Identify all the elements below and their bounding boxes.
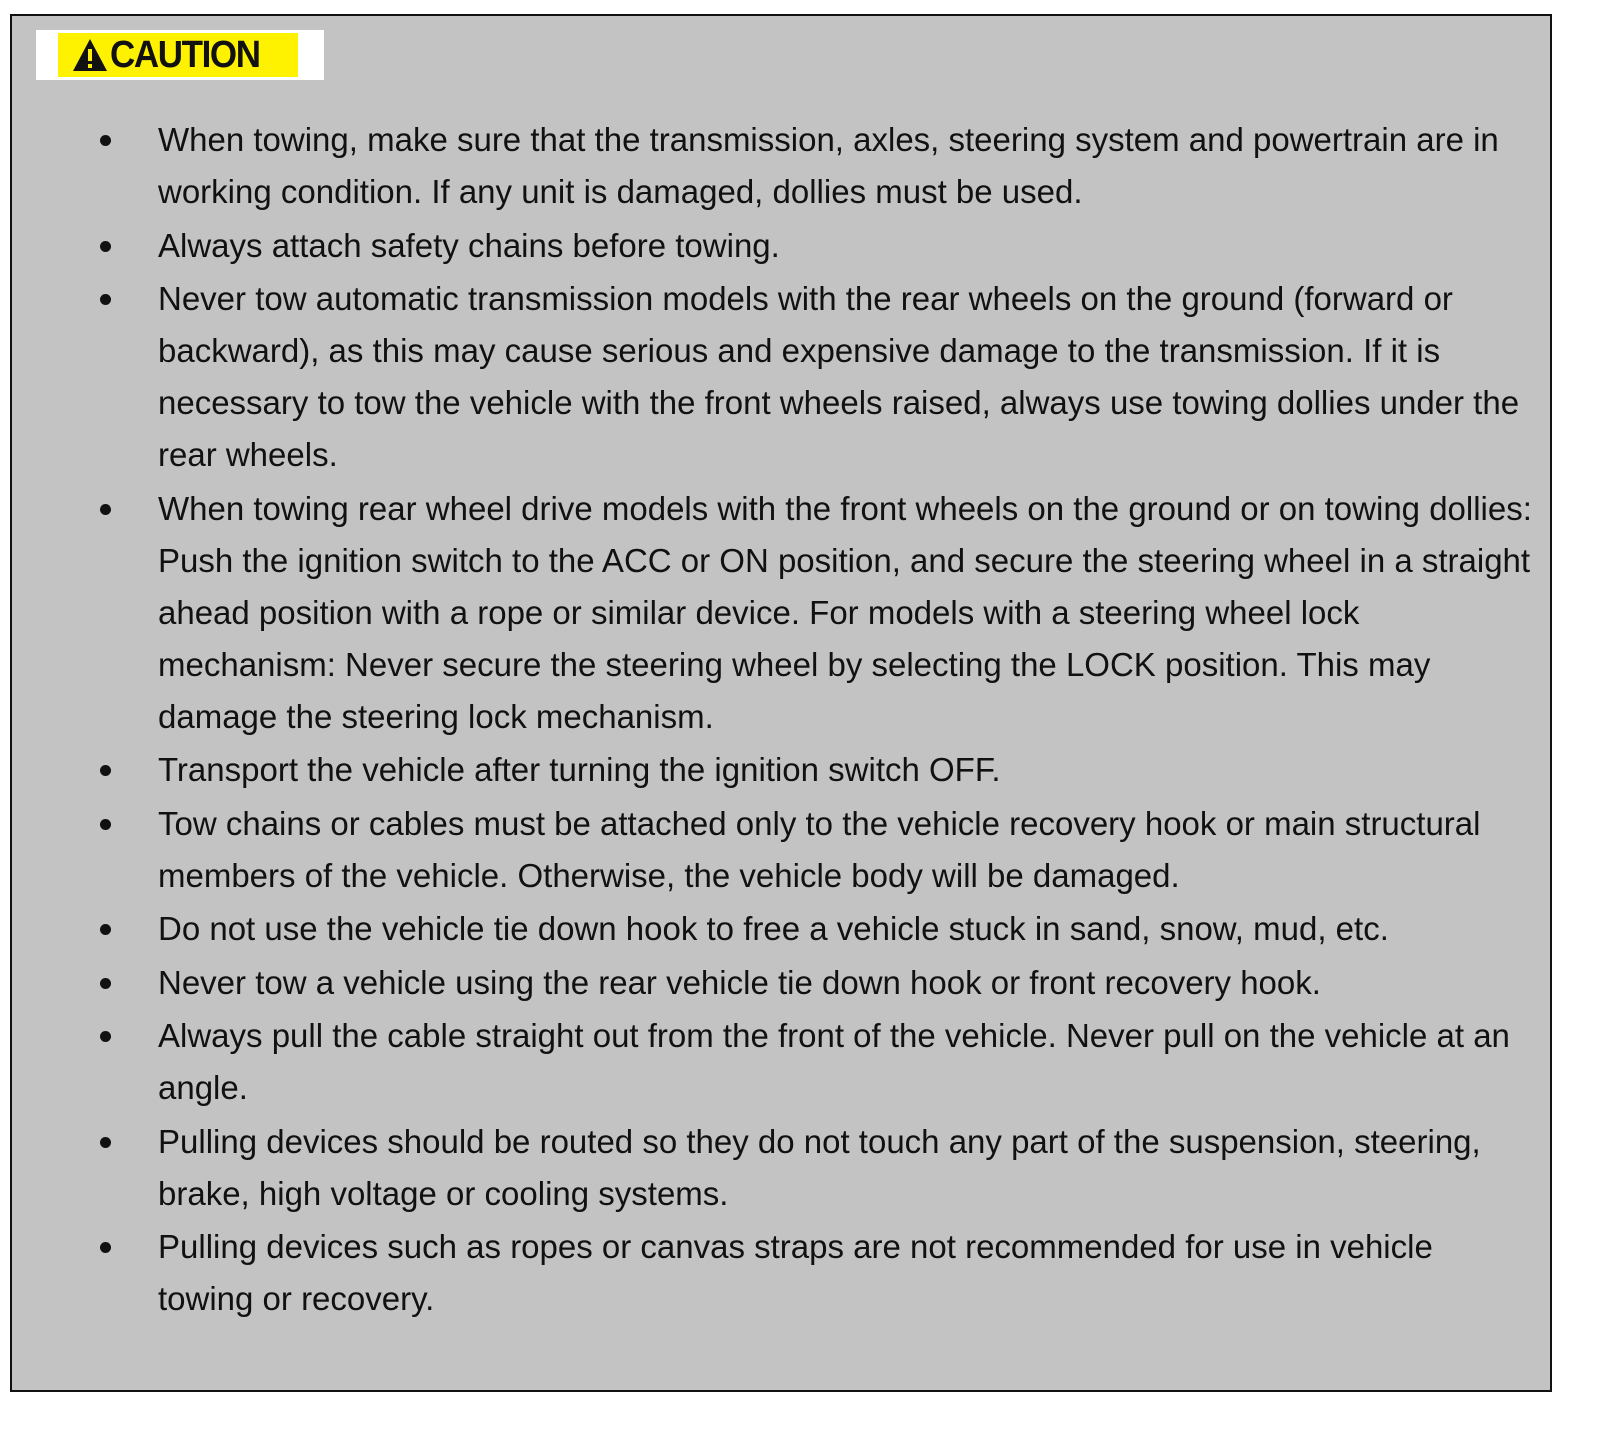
list-item (96, 1221, 1532, 1325)
list-item-text: Pulling devices such as ropes or canvas straps are not recommended for use in vehicle towing or recovery. (158, 1228, 1433, 1317)
list-item (96, 220, 1532, 272)
bullet-icon (100, 1137, 111, 1148)
list-item (96, 1116, 1532, 1220)
list-item-text: When towing, make sure that the transmission, axles, steering system and powertrain are in working condition. If any unit is damaged, dollies must be used. (158, 121, 1499, 210)
bullet-icon (100, 1031, 111, 1042)
caution-label: CAUTION (110, 33, 260, 76)
list-item-text: Always attach safety chains before towing. (158, 226, 780, 264)
list-item (96, 957, 1532, 1009)
list-item-text: Always pull the cable straight out from the front of the vehicle. Never pull on the vehicle at an angle. (158, 1017, 1510, 1106)
bullet-icon (100, 765, 111, 776)
list-item-text: Never tow a vehicle using the rear vehicle tie down hook or front recovery hook. (158, 963, 1321, 1001)
list-item (96, 798, 1532, 902)
list-item-text: Pulling devices should be routed so they do not touch any part of the suspension, steering, brake, high voltage or cooling systems. (158, 1122, 1481, 1212)
bullet-icon (100, 924, 111, 935)
list-item-text: Transport the vehicle after turning the ignition switch OFF. (158, 751, 1001, 788)
list-item-text: Never tow automatic transmission models with the rear wheels on the ground (forward or backward), as this may cause serious and expensive damage to the transmission. If it is necessary to tow the vehicle with the front wheels raised, always use towing dollies under the rear wheels. (158, 280, 1520, 473)
bullet-icon (100, 1242, 111, 1253)
list-item (96, 903, 1532, 955)
list-item (96, 1010, 1532, 1114)
list-item (96, 744, 1532, 796)
list-item (96, 114, 1532, 218)
caution-tag (58, 33, 298, 77)
bullet-icon (100, 819, 111, 830)
bullet-icon (100, 978, 111, 989)
caution-header (36, 30, 324, 80)
list-item-text: Tow chains or cables must be attached only to the vehicle recovery hook or main structural members of the vehicle. Otherwise, the vehicle body will be damaged. (158, 804, 1481, 894)
list-item (96, 273, 1532, 481)
caution-list (96, 114, 1532, 1327)
warning-triangle-icon (72, 38, 108, 72)
caution-box (10, 14, 1552, 1392)
list-item-text: Do not use the vehicle tie down hook to free a vehicle stuck in sand, snow, mud, etc. (158, 910, 1389, 947)
bullet-icon (100, 241, 111, 252)
list-item-text: When towing rear wheel drive models with the front wheels on the ground or on towing dollies: Push the ignition switch to the ACC or ON position, and secure the steering wheel in a straight ahead position with a rope or similar device. For models with a steering wheel lock mechanism: Never secure the steering wheel by selecting the LOCK position. This may damage the steering lock mechanism. (158, 489, 1532, 735)
bullet-icon (100, 504, 111, 515)
bullet-icon (100, 135, 111, 146)
bullet-icon (100, 294, 111, 305)
list-item (96, 483, 1532, 743)
